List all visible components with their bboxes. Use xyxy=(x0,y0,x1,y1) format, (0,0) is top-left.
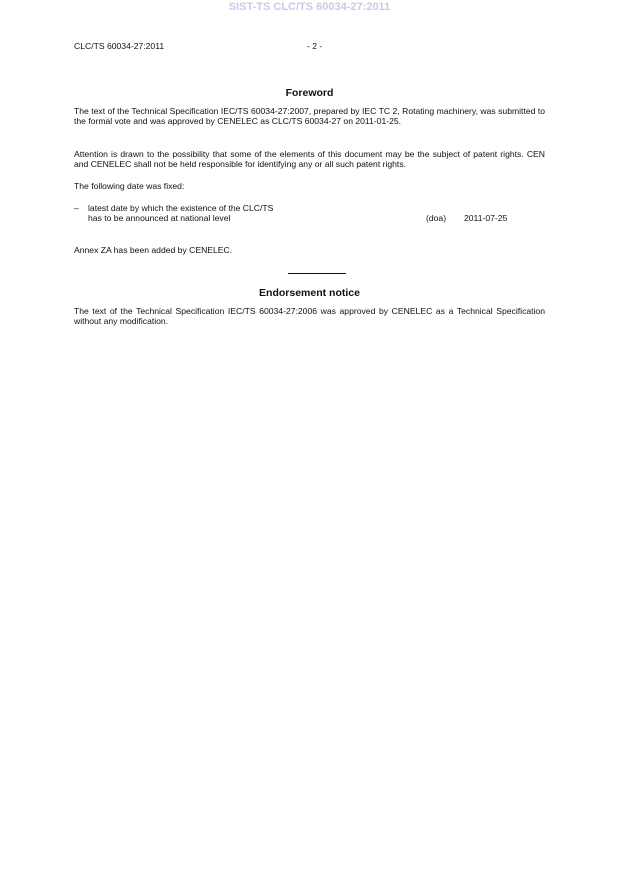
date-item-code: (doa) xyxy=(426,213,447,223)
header-doc-id: CLC/TS 60034-27:2011 xyxy=(74,41,165,51)
section-divider xyxy=(288,273,346,274)
endorsement-paragraph: The text of the Technical Specification IEC/TS 60034-27:2006 was approved by CENELEC as a Technical Specification without any modification. xyxy=(74,306,545,327)
date-item xyxy=(74,203,545,225)
endorsement-title: Endorsement notice xyxy=(259,287,360,299)
foreword-paragraph-2: Attention is drawn to the possibility that some of the elements of this document may be the subject of patent rights. CEN and CENELEC shall not be held responsible for identifying any or all such patent rights. xyxy=(74,149,545,170)
date-item-date: 2011-07-25 xyxy=(464,213,508,223)
foreword-section xyxy=(74,87,545,99)
foreword-title: Foreword xyxy=(285,87,334,99)
date-item-line-2: has to be announced at national level xyxy=(88,213,231,223)
list-dash: – xyxy=(74,203,79,213)
header-page-number: - 2 - xyxy=(307,41,323,51)
foreword-paragraph-1: The text of the Technical Specification IEC/TS 60034-27:2007, prepared by IEC TC 2, Rotating machinery, was submitted to the formal vote and was approved by CENELEC as CLC/TS 60034-27 on 2011-01-25. xyxy=(74,106,545,127)
watermark: SIST-TS CLC/TS 60034-27:2011 xyxy=(228,1,391,13)
foreword-paragraph-4: Annex ZA has been added by CENELEC. xyxy=(74,245,233,255)
date-item-line-1: latest date by which the existence of the CLC/TS xyxy=(88,203,274,213)
foreword-paragraph-3: The following date was fixed: xyxy=(74,181,185,191)
